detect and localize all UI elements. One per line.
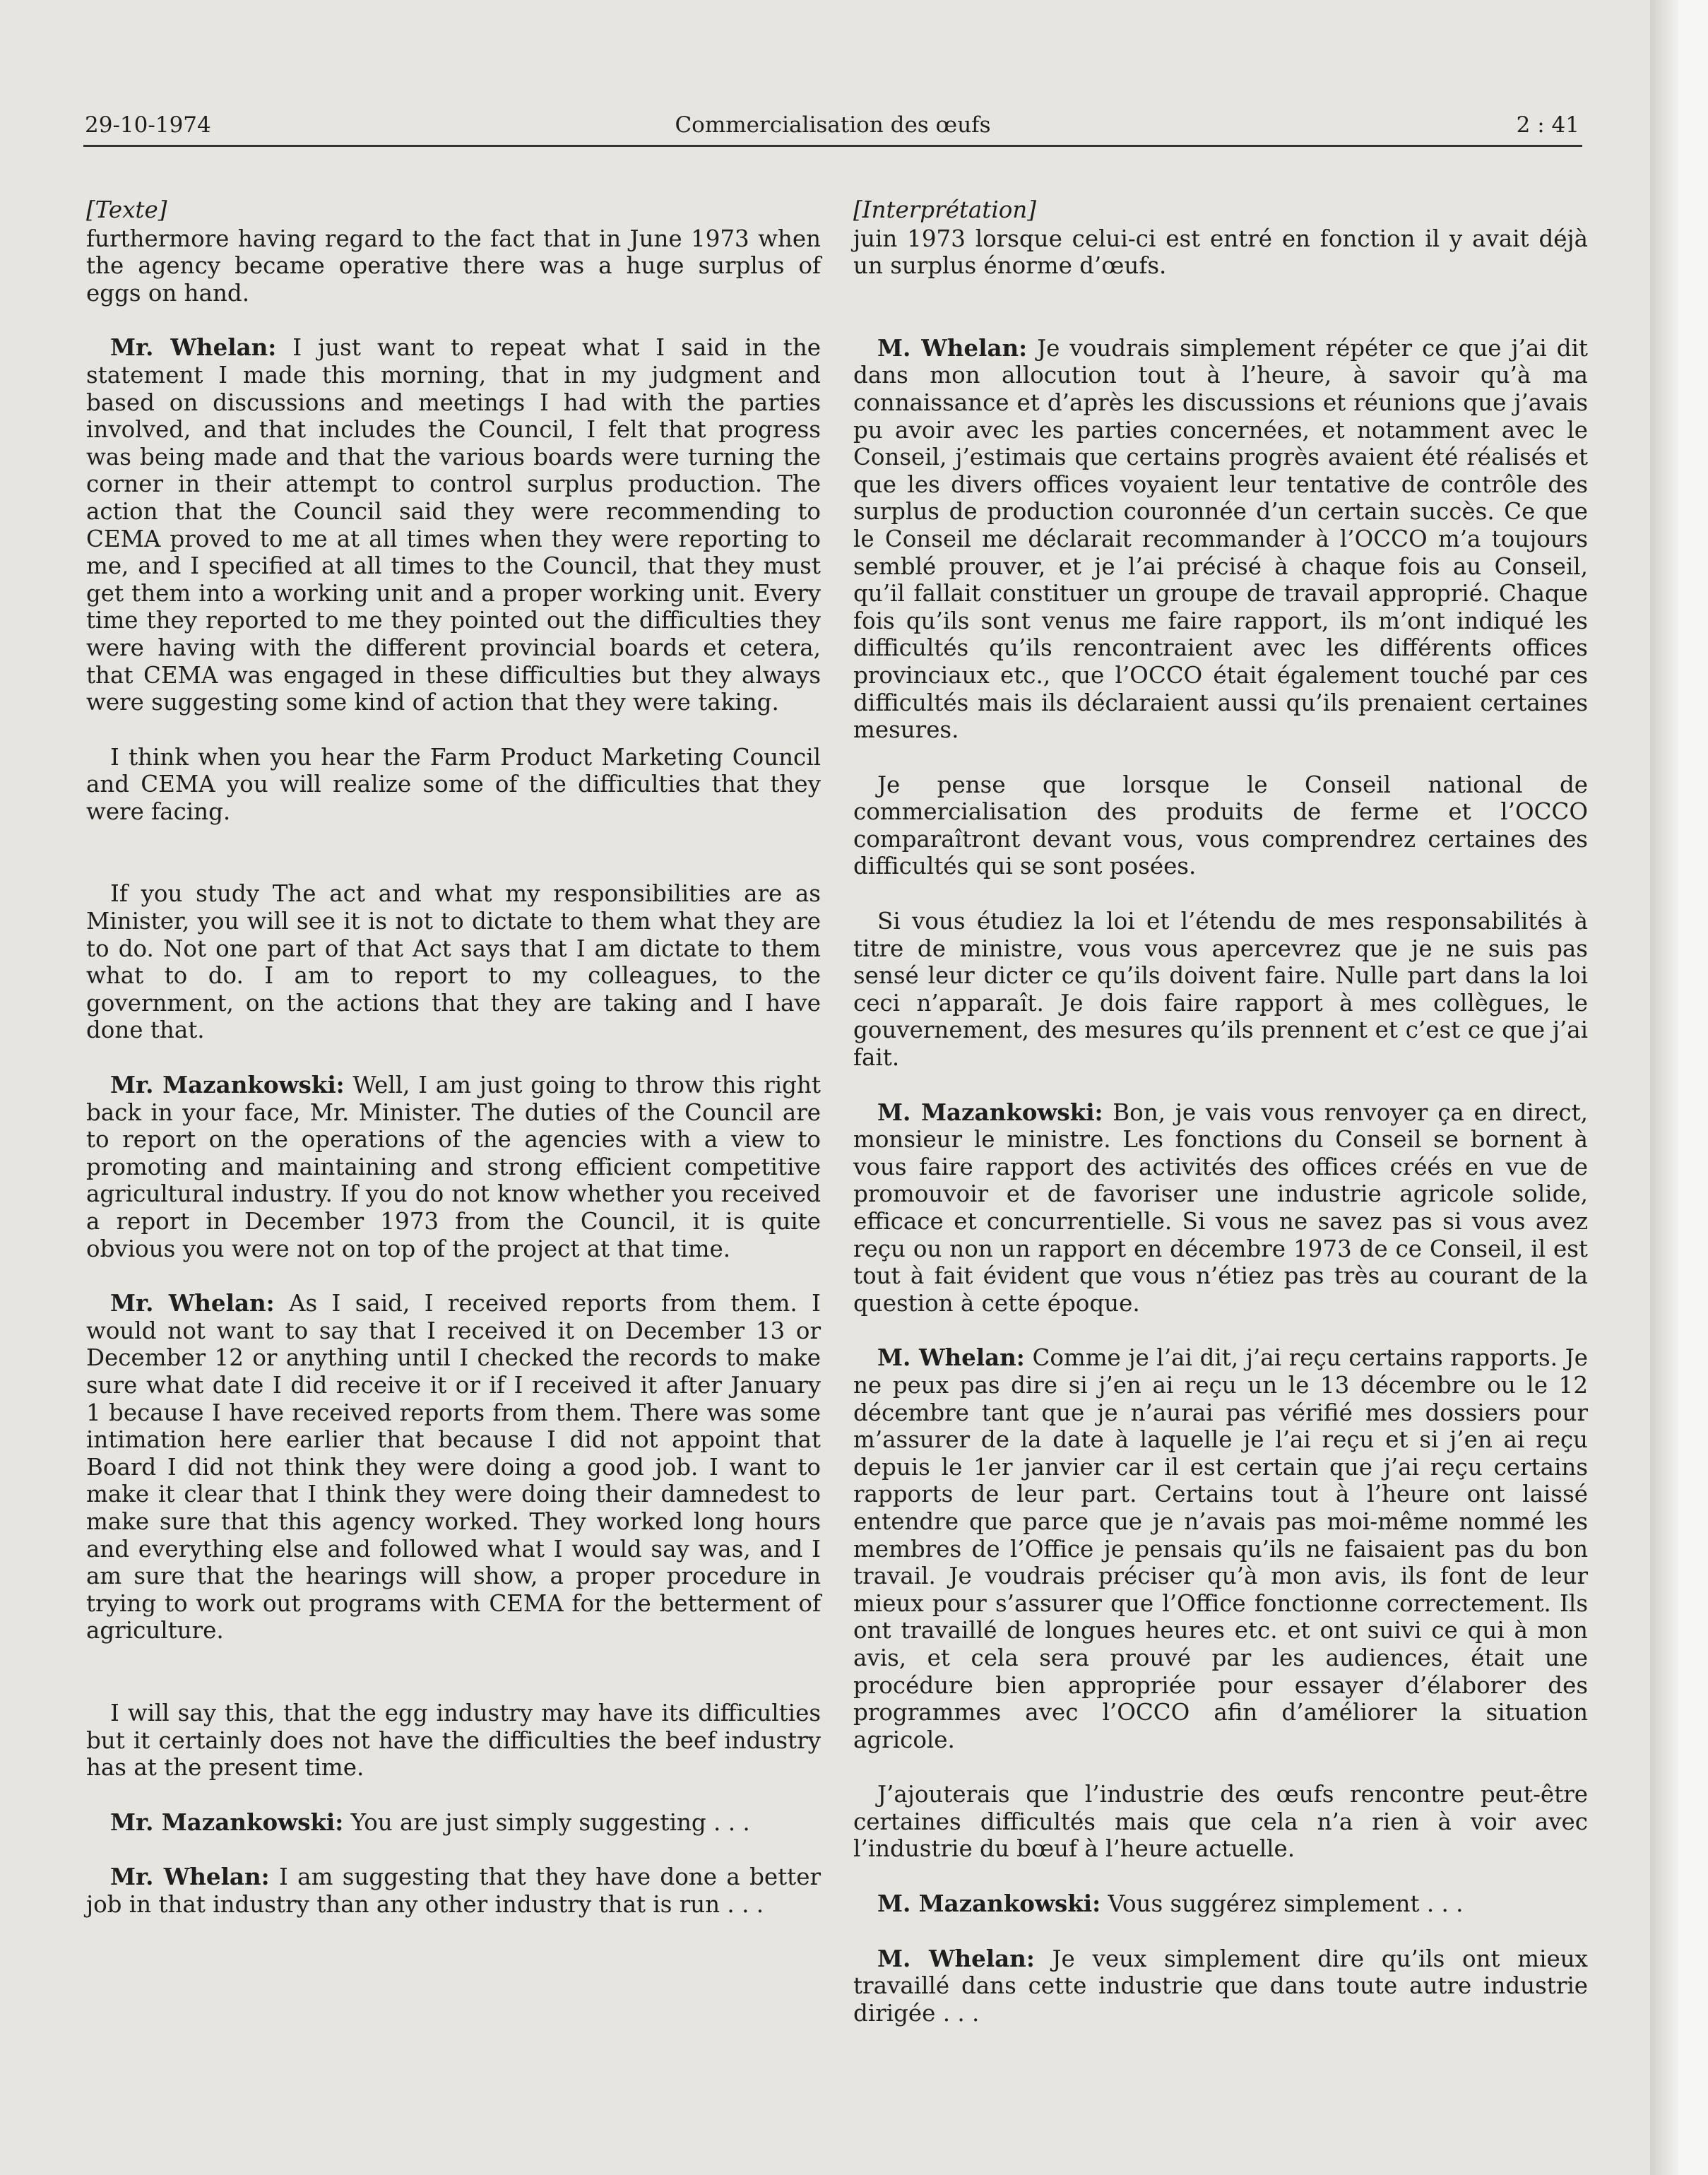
speech-text: Bon, je vais vous renvoyer ça en direct, monsieur le ministre. Les fonctions du Conseil se bornent à vous faire rapport des activités des offices créés en vue de promouvoir et de favoriser une industrie agricole solide, efficace et concurrentielle. Si vous ne savez pas si vous avez reçu ou non un rapport en décembre 1973 de ce Conseil, il est tout à fait évident que vous n’étiez pas très au courant de la question à cette époque. — [853, 1098, 1588, 1317]
speech-text: You are just simply suggesting . . . — [343, 1808, 750, 1836]
speech-paragraph — [86, 1072, 821, 1262]
paragraph: Si vous étudiez la loi et l’étendu de mes responsabilités à titre de ministre, vous vous apercevrez que je ne suis pas sensé leur dicter ce qu’ils doivent faire. Nulle part dans la loi ceci n’apparaît. Je dois faire rapport à mes collègues, le gouvernement, des mesures qu’ils prennent et c’est ce que j’ai fait. — [853, 908, 1588, 1072]
paragraph: I think when you hear the Farm Product Marketing Council and CEMA you will realize some of the difficulties that they were facing. — [86, 743, 821, 825]
speech-paragraph — [853, 335, 1588, 744]
speech-paragraph — [853, 1890, 1588, 1918]
paragraph: I will say this, that the egg industry may have its difficulties but it certainly does not have the difficulties the beef industry has at the present time. — [86, 1699, 821, 1782]
speech-text: I just want to repeat what I said in the statement I made this morning, that in my judgment and based on discussions and meetings I had with the parties involved, and that includes the Council, I felt that progress was being made and that the various boards were turning the corner in their attempt to control surplus production. The action that the Council said they were recommending to CEMA proved to me at all times when they were reporting to me, and I specified at all times to the Council, that they must get them into a working unit and a proper working unit. Every time they reported to me they pointed out the difficulties they were having with the different provincial boards et cetera, that CEMA was engaged in these difficulties but they always were suggesting some kind of action that they were taking. — [86, 334, 821, 716]
header-title: Commercialisation des œufs — [675, 112, 991, 138]
header-date: 29-10-1974 — [85, 112, 211, 138]
speech-text: Comme je l’ai dit, j’ai reçu certains rapports. Je ne peux pas dire si j’en ai reçu un le 13 décembre ou le 12 décembre tant que je n’aurai pas vérifié mes dossiers pour m’assurer de la date à laquelle je l’ai reçu et si j’en ai reçu depuis le 1er janvier car il est certain que j’ai reçu certains rapports de leur part. Certains tout à l’heure ont laissé entendre que parce que je n’avais pas moi-même nommé les membres de l’Office je pensais qu’ils ne faisaient pas du bon travail. Je voudrais préciser qu’à mon avis, ils font de leur mieux pour s’assurer que l’Office fonctionne correctement. Ils ont travaillé de longues heures etc. et ont suivi ce qui à mon avis, et cela sera prouvé par les audiences, était une procédure bien appropriée pour essayer d’élaborer des programmes avec l’OCCO afin d’améliorer la situation agricole. — [853, 1344, 1589, 1753]
speech-paragraph — [86, 1809, 821, 1837]
speaker-name: Mr. Mazankowski: — [110, 1071, 345, 1099]
speaker-name: M. Whelan: — [877, 1344, 1025, 1372]
header-page-number: 2 : 41 — [1516, 112, 1579, 138]
speech-text: I am suggesting that they have done a better job in that industry than any other industry that is run . . . — [86, 1863, 821, 1918]
column-label: [Interprétation] — [853, 196, 1036, 223]
paragraph: furthermore having regard to the fact that in June 1973 when the agency became operative there was a huge surplus of eggs on hand. — [86, 225, 821, 307]
paragraph: If you study The act and what my responsibilities are as Minister, you will see it is not to dictate to them what they are to do. Not one part of that Act says that I am dictate to them what to do. I am to report to my colleagues, to the government, on the actions that they are taking and I have done that. — [86, 880, 821, 1044]
page-edge — [1678, 0, 1708, 2175]
speech-text: As I said, I received reports from them. I would not want to say that I received it on December 13 or December 12 or anything until I checked the records to make sure what date I did receive it or if I received it after January 1 because I have received reports from them. There was some intimation here earlier that because I did not appoint that Board I did not think they were doing a good job. I want to make it clear that I think they were doing their damnedest to make sure that this agency worked. They worked long hours and everything else and followed what I would say was, and I am sure that the hearings will show, a proper procedure in trying to work out programs with CEMA for the betterment of agriculture. — [86, 1290, 821, 1644]
speech-paragraph — [86, 1863, 821, 1918]
speaker-name: Mr. Mazankowski: — [110, 1808, 344, 1836]
speaker-name: Mr. Whelan: — [110, 1289, 275, 1317]
speech-paragraph — [853, 1945, 1588, 2027]
english-column — [86, 196, 821, 1918]
speech-paragraph — [853, 1099, 1588, 1317]
column-label: [Texte] — [86, 196, 167, 223]
speaker-name: M. Mazankowski: — [877, 1890, 1101, 1918]
page-edge-shadow — [1650, 0, 1678, 2175]
paragraph: juin 1973 lorsque celui-ci est entré en fonction il y avait déjà un surplus énorme d’œufs. — [853, 225, 1588, 280]
speech-text: Vous suggérez simplement . . . — [1101, 1890, 1464, 1918]
speaker-name: Mr. Whelan: — [110, 1863, 270, 1891]
french-column — [853, 196, 1588, 2027]
speaker-name: M. Mazankowski: — [877, 1098, 1103, 1126]
speech-text: Je voudrais simplement répéter ce que j’ai dit dans mon allocution tout à l’heure, à savoir qu’à ma connaissance et d’après les discussions et réunions que j’avais pu avoir avec les parties concernées, et notamment avec le Conseil, j’estimais que certains progrès avaient été réalisés et que les divers offices voyaient leur tentative de contrôle des surplus de production couronnée d’un certain succès. Ce que le Conseil me déclarait recommander à l’OCCO m’a toujours semblé prouver, et je l’ai précisé à chaque fois au Conseil, qu’il fallait constituer un groupe de travail approprié. Chaque fois qu’ils sont venus me faire rapport, ils m’ont indiqué les difficultés qu’ils rencontraient avec les différents offices provinciaux etc., que l’OCCO était également touché par ces difficultés mais ils déclaraient aussi qu’ils prenaient certaines mesures. — [853, 334, 1588, 744]
speech-paragraph — [86, 334, 821, 716]
paragraph: Je pense que lorsque le Conseil national de commercialisation des produits de ferme et l’OCCO comparaîtront devant vous, vous comprendrez certaines des difficultés qui se sont posées. — [853, 771, 1588, 880]
speech-paragraph — [853, 1344, 1588, 1753]
speech-paragraph — [86, 1290, 821, 1644]
speaker-name: M. Whelan: — [877, 333, 1028, 362]
speech-text: Well, I am just going to throw this right back in your face, Mr. Minister. The duties of the Council are to report on the operations of the agencies with a view to promoting and maintaining and strong efficient competitive agricultural industry. If you do not know whether you received a report in December 1973 from the Council, it is quite obvious you were not on top of the project at that time. — [86, 1072, 821, 1262]
speaker-name: Mr. Whelan: — [110, 333, 277, 362]
speaker-name: M. Whelan: — [877, 1944, 1035, 1972]
speech-text: Je veux simplement dire qu’ils ont mieux travaillé dans cette industrie que dans toute autre industrie dirigée . . . — [853, 1945, 1588, 2027]
running-header — [83, 109, 1582, 147]
paragraph: J’ajouterais que l’industrie des œufs rencontre peut-être certaines difficultés mais que cela n’a rien à voir avec l’industrie du bœuf à l’heure actuelle. — [853, 1781, 1588, 1863]
